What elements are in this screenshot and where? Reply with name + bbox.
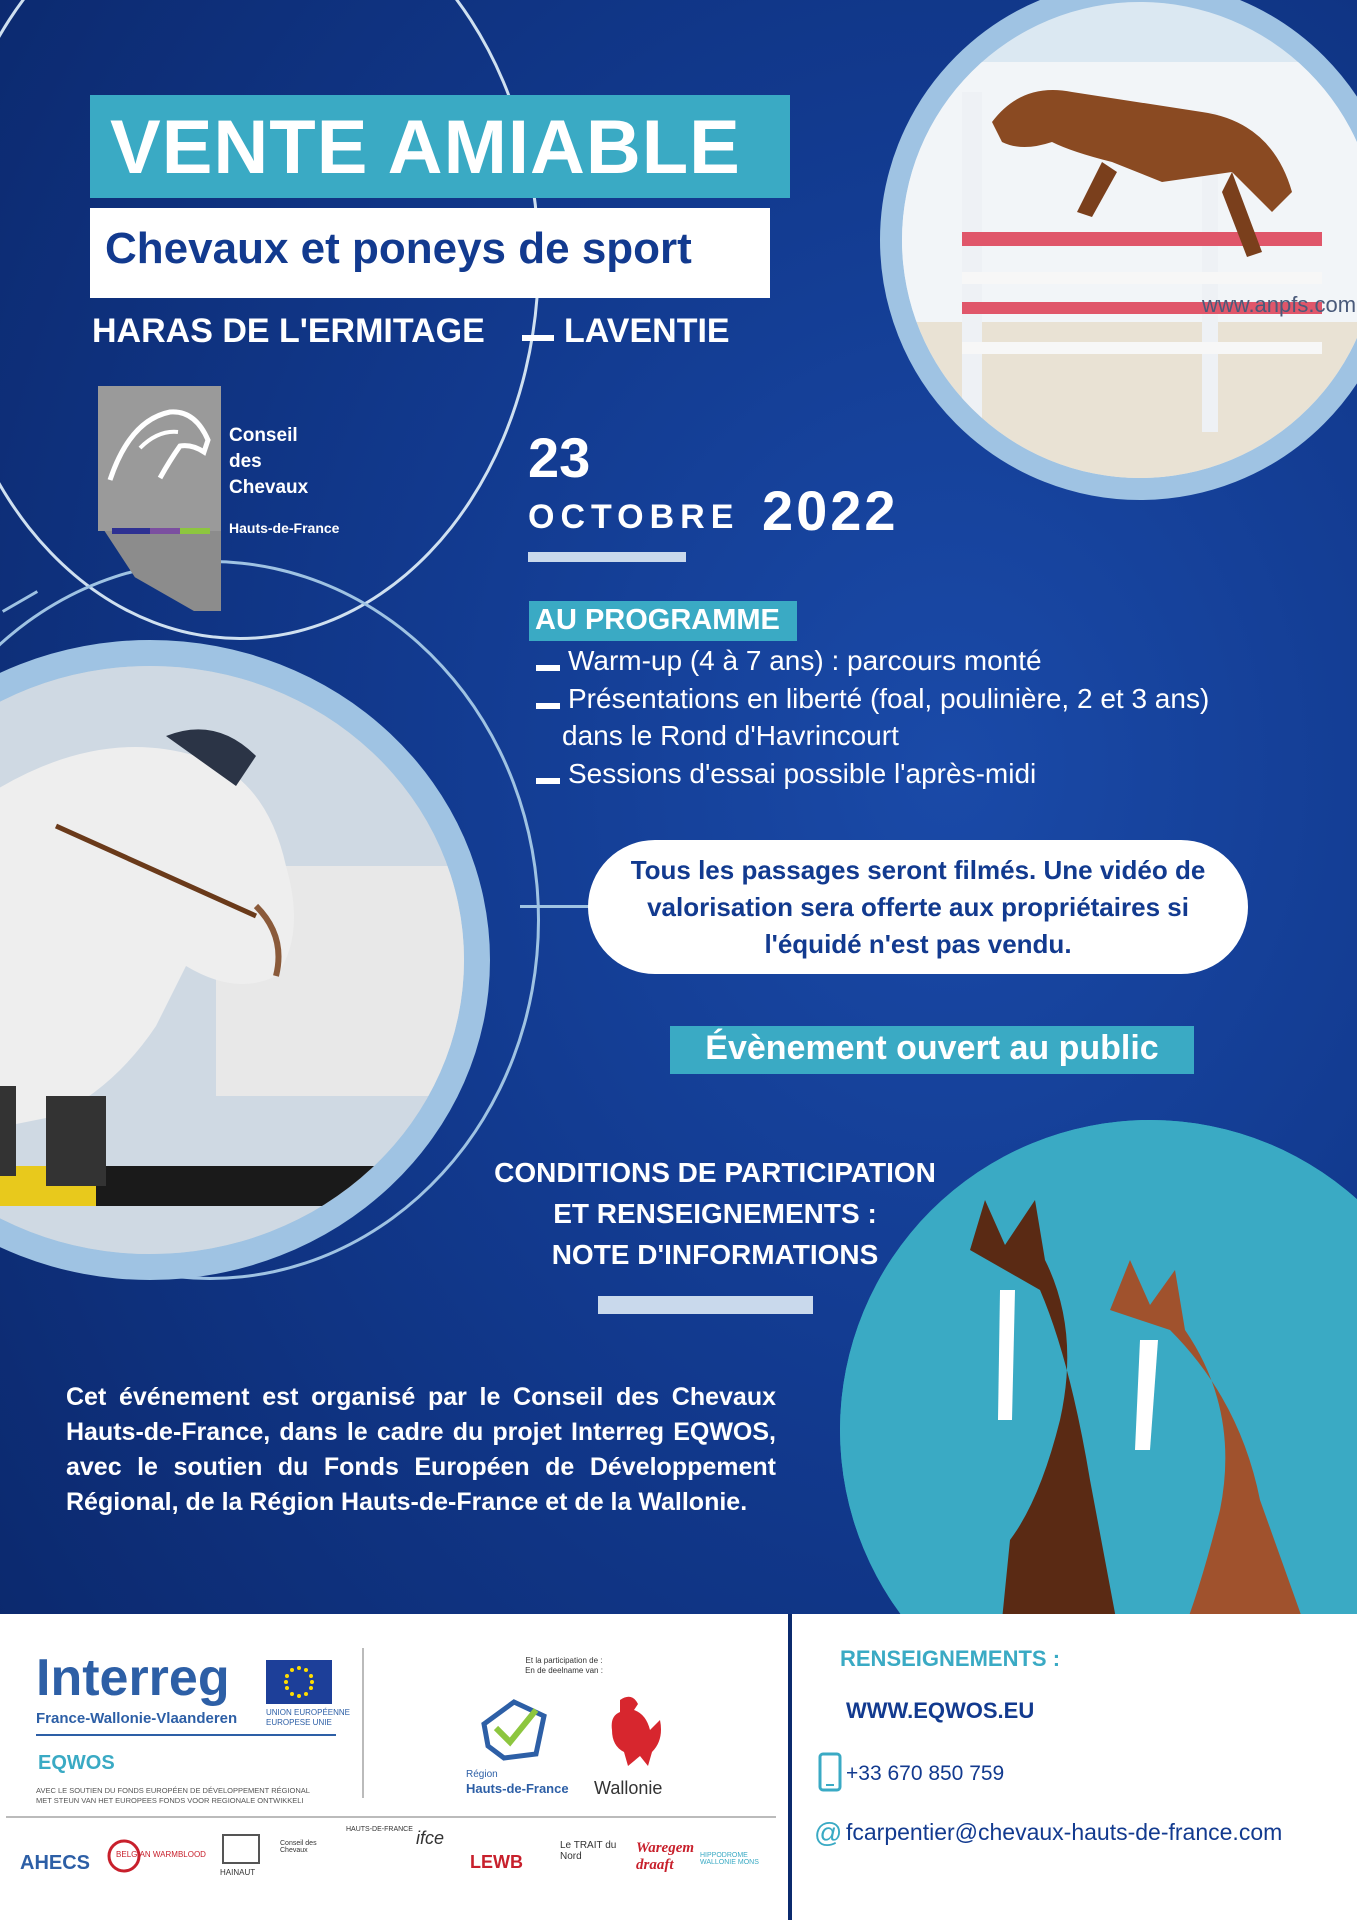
notice-text: [600, 852, 1236, 963]
partner-belgian-warmblood-icon: [106, 1838, 142, 1874]
fund-line-2: MET STEUN VAN HET EUROPEES FONDS VOOR REGIONALE ONTWIKKELI: [36, 1796, 304, 1805]
deco-line-diagonal: [2, 590, 38, 613]
region-name: Hauts-de-France: [466, 1781, 569, 1796]
partner-logo-hippodrome: HIPPODROME WALLONIE MONS: [700, 1852, 759, 1866]
conditions-line-3: NOTE D'INFORMATIONS: [551, 1239, 879, 1270]
logo-region: Hauts-de-France: [229, 520, 340, 536]
at-icon: @: [814, 1817, 843, 1848]
partner-logo-waregem: Waregem draaft: [636, 1840, 695, 1873]
conditions-line-1: CONDITIONS DE PARTICIPATION: [494, 1157, 936, 1188]
partner-logo-hainaut: HAINAUT: [220, 1868, 256, 1877]
partner-logo-trait-du-nord: Le TRAIT du Nord: [560, 1840, 617, 1862]
logo-line-3: Chevaux: [229, 477, 309, 498]
programme-item-continued: dans le Rond d'Havrincourt: [562, 720, 899, 751]
email-address[interactable]: fcarpentier@chevaux-hauts-de-france.com: [846, 1819, 1283, 1845]
horse-jumping-illustration: [902, 2, 1357, 500]
region-label: Région: [466, 1769, 498, 1780]
event-day: 23: [528, 426, 591, 489]
partner-logo-hdf: HAUTS-DE-FRANCE: [346, 1826, 413, 1833]
logo-bar-navy: [112, 528, 150, 534]
notice-line-2: valorisation sera offerte aux propriétaires si: [647, 892, 1189, 922]
footer-vertical-divider: [362, 1648, 364, 1798]
phone-number[interactable]: +33 670 850 759: [846, 1762, 1005, 1785]
conditions-block: [470, 1152, 960, 1275]
logo-bar-green: [180, 528, 210, 534]
logo-line-2: des: [229, 451, 262, 472]
bullet-dash: [536, 665, 560, 671]
date-divider: [528, 552, 686, 562]
programme-item: Warm-up (4 à 7 ans) : parcours monté: [568, 645, 1042, 676]
partner-logo-conseil-chevaux: Conseil des Chevaux: [280, 1840, 317, 1854]
partner-logo-belgian-warmblood: BELGIAN WARMBLOOD: [116, 1850, 206, 1859]
website-link[interactable]: WWW.EQWOS.EU: [846, 1698, 1035, 1723]
interreg-subtitle: France-Wallonie-Vlaanderen: [36, 1710, 238, 1727]
interreg-divider: [36, 1734, 336, 1736]
programme-heading: AU PROGRAMME: [535, 604, 780, 636]
horse-head-icon: [100, 400, 218, 500]
conditions-divider: [598, 1296, 813, 1314]
partner-logo-lewb: LEWB: [470, 1852, 523, 1872]
conditions-line-2: ET RENSEIGNEMENTS :: [553, 1198, 877, 1229]
public-event-label: Évènement ouvert au public: [705, 1029, 1159, 1067]
notice-line-1: Tous les passages seront filmés. Une vidéo de: [630, 855, 1206, 885]
region-hdf-logo-icon: [474, 1694, 554, 1764]
phone-icon: [818, 1752, 842, 1792]
logo-bar-purple: [150, 528, 180, 534]
photo-horse-jumping: [880, 0, 1357, 500]
venue-town: LAVENTIE: [564, 312, 730, 350]
event-month: OCTOBRE: [528, 498, 740, 536]
venue-name: HARAS DE L'ERMITAGE: [92, 312, 485, 350]
participation-label-fr: Et la participation de :: [525, 1656, 603, 1665]
grey-horse-illustration: [0, 666, 464, 1254]
eu-stars-icon: [266, 1660, 332, 1704]
partner-hainaut-box: [222, 1834, 260, 1864]
partners-divider: [6, 1816, 776, 1818]
wallonie-rooster-icon: [590, 1690, 670, 1770]
event-year: 2022: [762, 479, 899, 542]
interreg-logo: Interreg: [36, 1649, 230, 1707]
eu-label-fr: UNION EUROPÉENNE: [266, 1708, 351, 1717]
page-subtitle: Chevaux et poneys de sport: [105, 224, 692, 273]
organiser-paragraph: Cet événement est organisé par le Conseil des Chevaux Hauts-de-France, dans le cadre du projet Interreg EQWOS, avec le soutien du Fonds Européen de Développement Régional, de la Région Hauts-de-France et de la Wallonie.: [66, 1383, 776, 1516]
bullet-dash: [536, 778, 560, 784]
contact-heading: RENSEIGNEMENTS :: [840, 1646, 1061, 1671]
venue-separator: [522, 335, 554, 341]
participation-label-nl: En de deelname van :: [525, 1666, 603, 1675]
fund-line-1: AVEC LE SOUTIEN DU FONDS EUROPÉEN DE DÉVELOPPEMENT RÉGIONAL: [36, 1786, 310, 1795]
logo-line-1: Conseil: [229, 425, 298, 446]
eu-label-nl: EUROPESE UNIE: [266, 1718, 332, 1727]
eu-flag: [266, 1660, 332, 1704]
bullet-dash: [536, 703, 560, 709]
notice-line-3: l'équidé n'est pas vendu.: [764, 929, 1072, 959]
photo-watermark: www.anpfs.com: [1202, 292, 1357, 317]
partner-logo-ahecs: AHECS: [20, 1852, 91, 1874]
programme-item: Présentations en liberté (foal, poulinière, 2 et 3 ans): [568, 683, 1210, 714]
wallonie-label: Wallonie: [594, 1778, 663, 1798]
partner-logo-ifce: ifce: [416, 1828, 445, 1848]
page-title: VENTE AMIABLE: [110, 105, 741, 190]
eqwos-label: EQWOS: [38, 1752, 115, 1774]
programme-item: Sessions d'essai possible l'après-midi: [568, 758, 1037, 789]
